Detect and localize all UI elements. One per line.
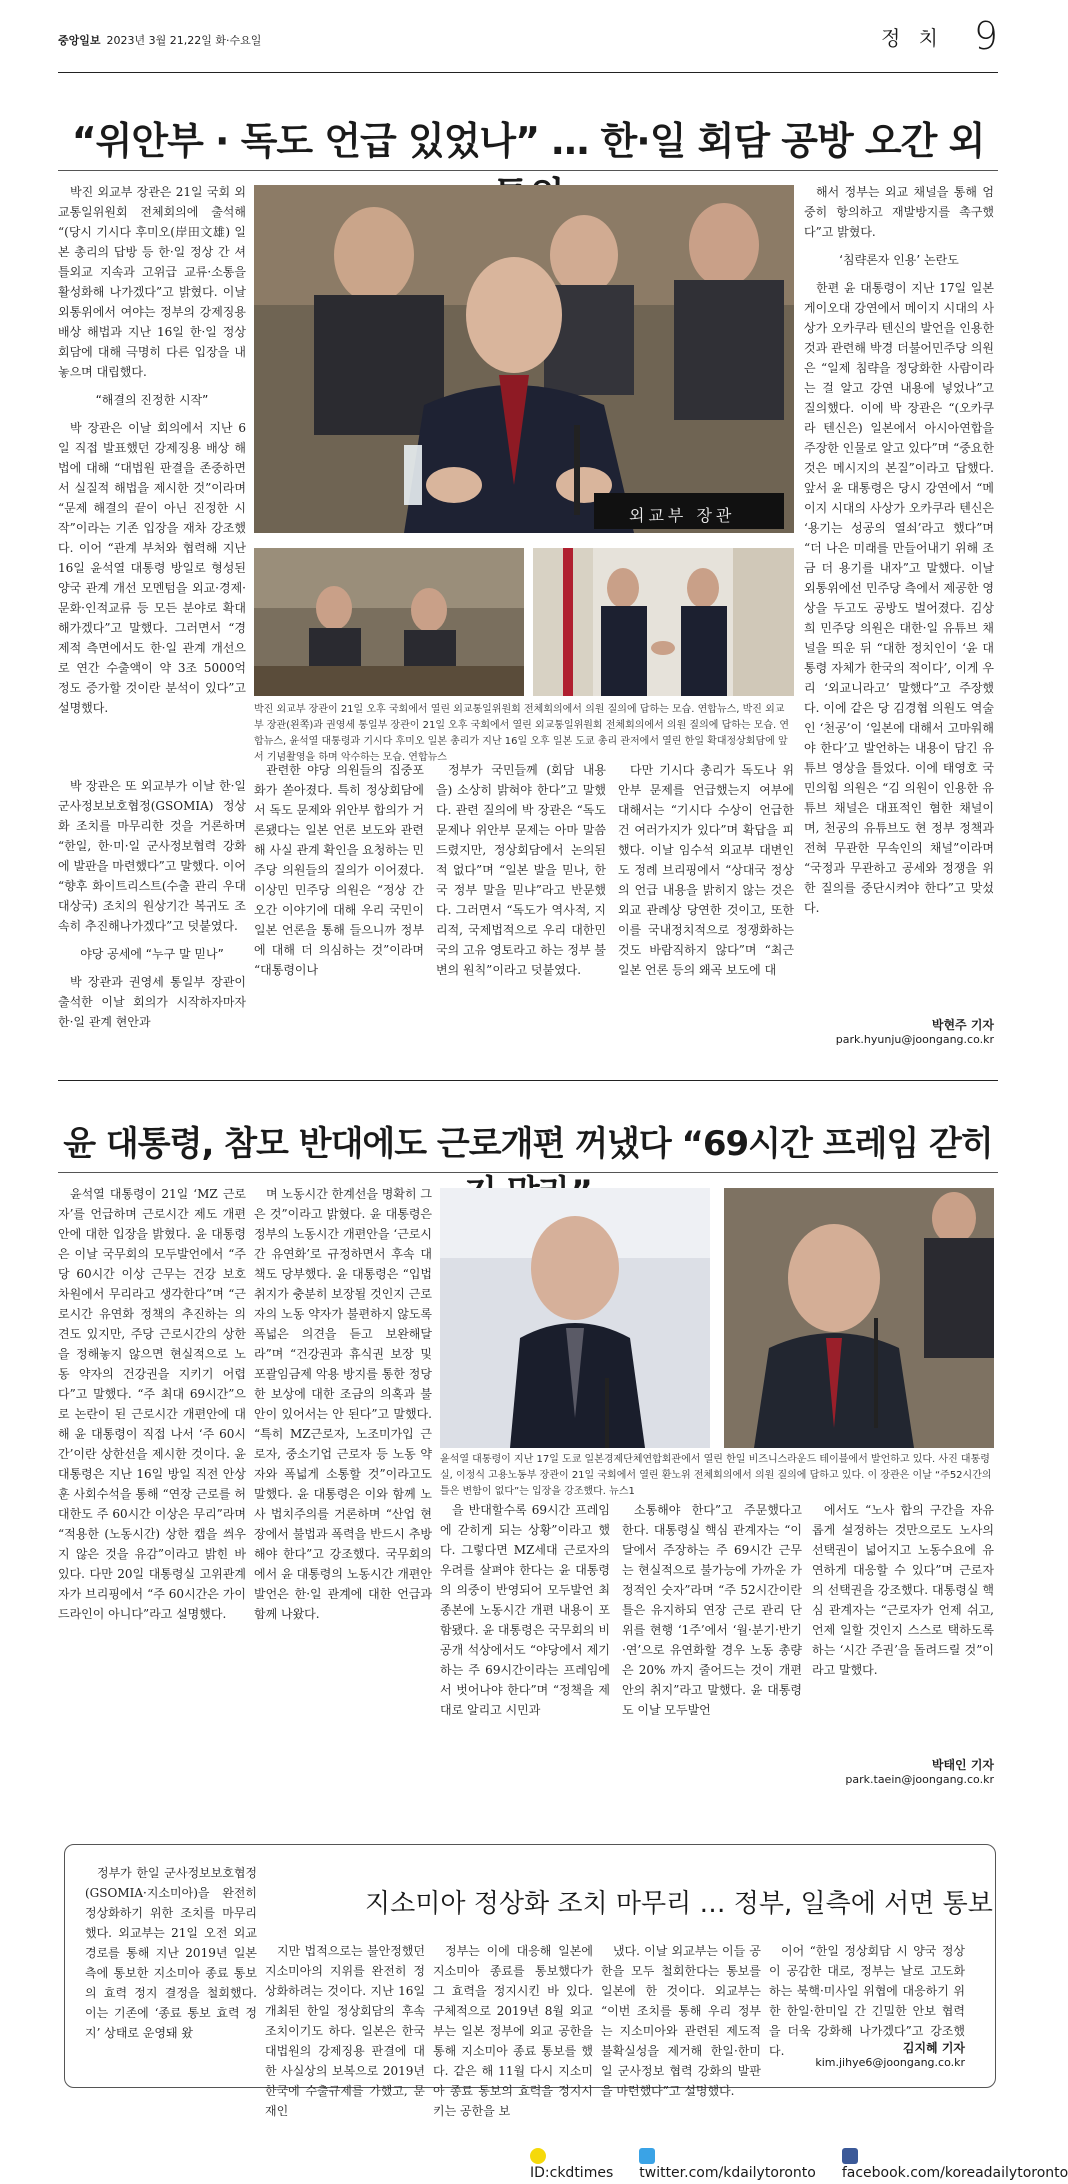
facebook-icon [842, 2148, 858, 2164]
byline-3: 김지혜 기자 kim.jihye6@joongang.co.kr [815, 2041, 965, 2069]
article3-col5: 이어 “한일 정상회담 시 양국 정상이 공감한 대로, 정부는 날로 고도화하는 북핵·미사일 위협에 대응하기 위한 한일·한미일 간 긴밀한 안보 협력을 더욱 강화해 나가겠다”고 강조했다. [769, 1944, 965, 2058]
article2-col2: 며 노동시간 한계선을 명확히 그은 것”이라고 밝혔다. 윤 대통령은 정부의 노동시간 개편안을 ‘근로시간 유연화’로 규정하면서 후속 대책도 당부했다. 윤 대통령은 “입법 취지가 충분히 보장될 것인지 근로자의 노동 약자가 불편하지 않도록 폭넓은 의견을 듣고 보완해달라”며 “건강권과 휴식권 보장 및 포괄임금제 악용 방지를 통한 정당한 보상에 대한 조금의 의혹과 불안이 있어서는 안 된다”고 말했다. “특히 MZ근로자, 노조미가입 근로자, 중소기업 근로자 등 노동 약자와 폭넓게 소통할 것”이라고도 말했다. 윤 대통령은 이와 함께 노사 법치주의를 거론하며 “산업 현장에서 불법과 폭력을 반드시 추방해야 한다”고 강조했다. 국무회의에서 윤 대통령의 노동시간 개편안 발언은 한·일 관계에 대한 언급과 함께 나왔다. [254, 1187, 432, 1621]
photo-caption-2: 윤석열 대통령이 지난 17일 도쿄 일본경제단체연합회관에서 열린 한일 비즈니스라운드 테이블에서 발언하고 있다. 사진 대통령실, 이정식 고용노동부 장관이 21일 국회에서 열린 환노위 전체회의에서 의원 질의에 답하고 있다. 이 장관은 이날 “주52시간의 틀은 변함이 없다”는 입장을 강조했다. 뉴스1 [440, 1454, 992, 1497]
photo-committee [254, 548, 524, 696]
section-label: 정 치 [881, 26, 944, 50]
article1-col2b: 관련한 야당 의원들의 집중포화가 쏟아졌다. 특히 정상회담에서 독도 문제와 위안부 합의가 거론됐다는 일본 언론 보도와 관련해 사실 관계 확인을 요청하는 민주당 의원들의 질의가 이어졌다. 이상민 민주당 의원은 “정상 간 오간 이야기에 대해 우리 국민이 일본 언론을 통해 들으니까 정부에 대해 더 의심하는 것”이라며 “대통령이나 [254, 763, 424, 977]
photo-caption-1: 박진 외교부 장관이 21일 오후 국회에서 열린 외교통일위원회 전체회의에서 의원 질의에 답하는 모습. 연합뉴스, 박진 외교부 장관(왼쪽)과 권영세 통일부 장관이 21일 오후 국회에서 열린 외교통일위원회 전체회의에서 의원 질의에 답하는 모습. 연합뉴스, 윤석열 대통령과 기시다 후미오 일본 총리가 지난 16일 오후 일본 도쿄 총리 관저에서 열린 한일 확대정상회담에 앞서 기념촬영을 하며 악수하는 모습. 연합뉴스 [254, 704, 790, 763]
article1-col3: 정부가 국민들께 (회담 내용을) 소상히 밝혀야 한다”고 말했다. 관련 질의에 박 장관은 “독도 문제나 위안부 문제는 아마 말씀드렸지만, 정상회담에서 논의된 적 없다”며 “일본 발을 믿나, 한국 정부 말을 믿냐”라고 반문했다. 그러면서 “독도가 역사적, 지리적, 국제법적으로 우리 대한민국의 고유 영토라고 하는 정부 불변의 원칙”이라고 덧붙였다. [436, 763, 606, 977]
headline-2: 윤 대통령, 참모 반대에도 근로개편 꺼냈다 “69시간 프레임 갇히 [63, 1124, 993, 1164]
article1-col5: 해서 정부는 외교 채널을 통해 엄중히 항의하고 재발방지를 촉구했다”고 밝혔다. ‘침략론자 인용’ 논란도 한편 윤 대통령이 지난 17일 일본 게이오대 강연에서 메이지 시대의 사상가 오카쿠라 텐신의 발언을 인용한 것과 관련해 박경 더불어민주당 의원은 “일제 침략을 정당화한 사람이라는 걸 알고 강연 내용에 넣었나”고 질의했다. 이에 박 장관은 “(오카쿠라 텐신은) 일본에서 아시아연합을 주장한 인물로 알고 있다”며 “중요한 것은 메시지의 본질”이라고 답했다. 앞서 윤 대통령은 당시 강연에서 “메이지 시대의 사상가 오카쿠라 텐신은 ‘용기는 성공의 열쇠’라고 했다”며 “더 나은 미래를 만들어내기 위해 조금 더 용기를 내자”고 말했다. 이날 외통위에선 민주당 측에서 제공한 영상을 두고도 공방도 벌어졌다. 김상희 민주당 의원은 대한·일 유튜브 채널을 띄운 뒤 “대한 정치인이 ‘윤 대통령 자체가 한국의 적이다’, 이게 우리 ‘외교니라고’ 말했다”고 주장했다. 이에 같은 당 김경협 의원도 역술인 ‘천공’이 ‘일본에 대해서 고마워해야 한다’고 발언하는 내용이 담긴 유튜브 영상을 틀었다. 이에 태영호 국민의힘 의원은 “김 의원이 인용한 유튜브 채널은 대표적인 혐한 채널이며, 천공의 유튜브도 현 정부 정책과 전혀 무관한 무속인의 채널”이라며 “국정과 무관하고 공세와 정쟁을 위한 질의를 중단시켜야 한다”고 맞섰다. [804, 185, 994, 915]
twitter-icon [639, 2148, 655, 2164]
boxed-article [64, 1844, 996, 2118]
subhead: 야당 공세에 “누구 말 믿나” [80, 947, 224, 961]
page-number: 9 [973, 14, 998, 58]
article1-col4: 다만 기시다 총리가 독도나 위안부 문제를 언급했는지 여부에 대해서는 “기시다 수상이 언급한 건 여러가지가 있다”며 확답을 피했다. 이날 임수석 외교부 대변인도 정례 브리핑에서 “상대국 정상의 언급 내용을 밝히지 않는 것은 외교 관례상 당연한 것이고, 또한 이를 국내정치적으로 정쟁화하는 것도 바람직하지 않다”며 “최근 일본 언론 등의 왜곡 보도에 대 [618, 763, 794, 977]
article2-col1: 윤석열 대통령이 21일 ‘MZ 근로자’를 언급하며 근로시간 제도 개편안에 대한 입장을 밝혔다. 윤 대통령은 이날 국무회의 모두발언에서 “주당 60시간 이상 근무는 건강 보호 차원에서 무리라고 생각한다”며 “근로시간 유연화 정책의 추진하는 의견도 있지만, 주당 근로시간의 상한을 정해놓지 않으면 현실적으로 노동 약자의 건강권을 지키기 어렵다”고 말했다. “주 최대 69시간”으로 논란이 된 근로시간 개편안에 대해 윤 대통령이 직접 나서 ‘주 60시간’이란 상한선을 제시한 것이다. 윤 대통령은 지난 16일 방일 직전 안상훈 사회수석을 통해 “연장 근로를 허대한도 주 60시간 이상은 무리”라며 “적용한 (노동시간) 상한 캡을 씌우지 않은 것을 유감”이라고 밝힌 바 있다. 다만 20일 대통령실 고위관계자가 브리핑에서 “주 60시간은 가이드라인이 아니다”라고 설명했다. [58, 1187, 246, 1621]
header-rule [58, 72, 998, 73]
nameplate: 외교부 장관 [629, 506, 736, 525]
masthead: 중앙일보 2023년 3월 21,22일 화·수요일 [58, 34, 262, 47]
twitter-link[interactable]: twitter.com/kdailytoronto [639, 2148, 816, 2181]
footer-social [530, 2148, 1068, 2181]
subhead: ‘침략론자 인용’ 논란도 [839, 253, 959, 267]
byline-1: 박현주 기자 park.hyunju@joongang.co.kr [835, 1018, 994, 1046]
article2-col4: 소통해야 한다”고 주문했다고 한다. 대통령실 핵심 관계자는 “이달에서 주장하는 주 69시간 근무는 현실적으로 불가능에 가까운 가정적인 숫자”라며 “주 52시간이란 틀은 유지하되 연장 근로 관리 단위를 현행 ‘1주’에서 ‘월·분기·반기·연’으로 유연화할 경우 노동 총량은 20% 까지 줄어드는 것이 개편안의 취지”라고 말했다. 윤 대통령도 이날 모두발언 [622, 1503, 802, 1717]
headline-3: 지소미아 정상화 조치 마무리 … 정부, 일측에 서면 통보 [365, 1889, 993, 1919]
article3-col1: 정부가 한일 군사정보보호협정(GSOMIA·지소미아)을 완전히 정상화하기 위한 조치를 마무리했다. 외교부는 21일 오전 외교경로를 통해 지난 2019년 일본 측에 통보한 지소미아 종료 통보의 효력 정지 결정을 철회했다. 이는 기존에 ‘종료 통보 효력 정지’ 상태로 운영돼 왔 [85, 1866, 257, 2040]
article1-col1: 박진 외교부 장관은 21일 국회 외교통일위원회 전체회의에 출석해 “(당시 기시다 후미오(岸田文雄) 일본 총리의 답방 등 한·일 정상 간 셔틀외교 지속과 고위급 교류·소통을 활성화해 나가겠다”고 밝혔다. 이날 외통위에서 여야는 정부의 강제징용 배상 해법과 지난 16일 한·일 정상회담에 대해 극명히 다른 입장을 내놓으며 대립했다. “해결의 진정한 시작” 박 장관은 이날 회의에서 지난 6일 직접 발표했던 강제징용 배상 해법에 대해 “대법원 판결을 존중하면서 실질적 해법을 제시한 것”이라며 “문제 해결의 끝이 아닌 진정한 시작”이라는 기존 입장을 재차 강조했다. 이어 “관계 부처와 협력해 지난 16일 윤석열 대통령 방일로 형성된 양국 관계 개선 모멘텀을 외교·경제·문화·인적교류 등 모든 분야로 확대해가겠다”고 말했다. 그러면서 “경제적 측면에서도 한·일 관계 개선으로 연간 수출액이 약 3조 5000억 정도 증가할 것이란 분석이 있다”고 설명했다. [58, 185, 246, 715]
article3-col2: 지만 법적으로는 불안정했던 지소미아의 지위를 완전히 정상화하려는 것이다. 지난 16일 개최된 한일 정상회담의 후속 조치이기도 하다. 일본은 한국 대법원의 강제징용 판결에 대한 사실상의 보복으로 2019년 한국에 수출규제를 가했고, 문재인 [265, 1944, 425, 2118]
kakao-link[interactable]: ID:ckdtimes [530, 2148, 613, 2181]
article1-col1-cont: 박 장관은 또 외교부가 이날 한·일 군사정보보호협정(GSOMIA) 정상화 조치를 마무리한 것을 거론하며 “한일, 한·미·일 군사정보협력 강화에 발판을 마련했다”고 말했다. 이어 “향후 화이트리스트(수출 관리 우대 대상국) 조치의 원상기간 복귀도 조속히 추진해나가겠다”고 덧붙였다. 야당 공세에 “누구 말 믿나” 박 장관과 권영세 통일부 장관이 출석한 이날 회의가 시작하자마자 한·일 관계 현안과 [58, 776, 246, 1006]
photo-president [440, 1188, 710, 1448]
article2-col3: 을 반대할수록 69시간 프레임에 갇히게 되는 상황”이라고 했다. 그렇다면 MZ세대 근로자의 우려를 살펴야 한다는 윤 대통령의 의중이 반영되어 모두발언 최종본에 노동시간 개편 내용이 포함됐다. 윤 대통령은 국무회의 비공개 석상에서도 “야당에서 제기하는 주 69시간이라는 프레임에서 벗어나야 한다”며 “정책을 제대로 알리고 시민과 [440, 1503, 610, 1717]
headline-rule [58, 1172, 998, 1173]
photo-labor-minister [724, 1188, 994, 1448]
facebook-link[interactable]: facebook.com/koreadailytoronto [842, 2148, 1068, 2181]
subhead: “해결의 진정한 시작” [95, 393, 209, 407]
headline-1: “위안부 · 독도 언급 있었나” … 한·일 회담 공방 오간 외 [71, 119, 985, 163]
page-header [58, 14, 998, 62]
headline-rule [58, 170, 998, 171]
photo-handshake [533, 548, 794, 696]
article3-col3: 정부는 이에 대응해 일본에 지소미아 종료를 통보했다가 그 효력을 정지시킨 바 있다. 구체적으로 2019년 8월 외교부는 일본 정부에 외교 공한을 통해 지소미아 종료 통보를 했다. 같은 해 11월 다시 지소미아 종료 통보의 효력을 정지시키는 공한을 보 [433, 1944, 593, 2118]
divider-rule [58, 1080, 998, 1081]
kakao-icon [530, 2148, 546, 2164]
main-photo-minister [254, 185, 794, 533]
article3-col4: 냈다. 이날 외교부는 이들 공한을 모두 철회한다는 통보를 일본에 한 것이다. 외교부는 “이번 조치를 통해 우리 정부는 지소미아와 관련된 제도적 불확실성을 제거해 한일·한미일 군사정보 협력 강화의 발판을 마련했다”고 설명했다. [601, 1944, 761, 2098]
byline-2: 박태인 기자 park.taein@joongang.co.kr [845, 1758, 994, 1786]
article2-col5: 에서도 “노사 합의 구간을 자유롭게 설정하는 것만으로도 노사의 선택권이 넓어지고 노동수요에 유연하게 대응할 수 있다”며 근로자의 선택권을 강조했다. 대통령실 핵심 관계자는 “근로자가 언제 쉬고, 언제 일할 것인지 스스로 택하도록 하는 ‘시간 주권’을 돌려드릴 것”이라고 말했다. [812, 1503, 994, 1677]
